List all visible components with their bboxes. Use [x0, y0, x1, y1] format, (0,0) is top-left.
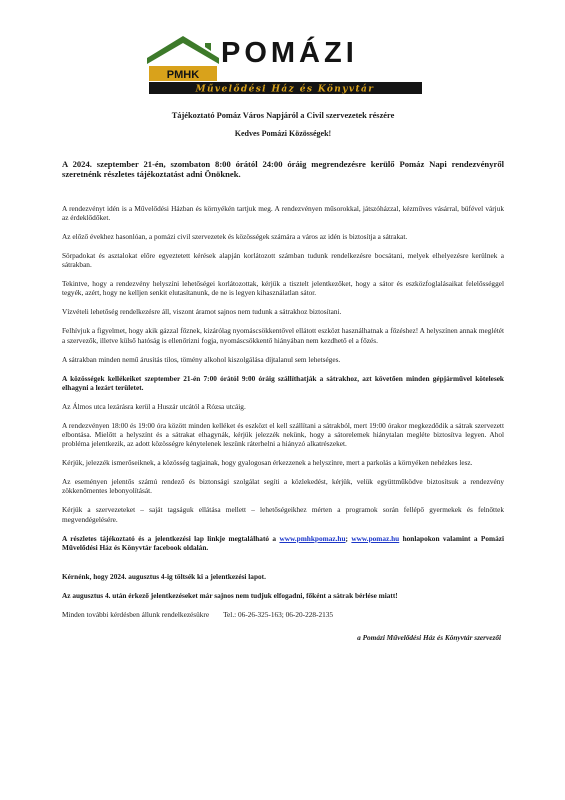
links-text-after: honlapokon valamint a Pomázi Művelődési Ház és Könyvtár facebook oldalán. — [62, 533, 504, 552]
paragraph-tents: Az előző évekhez hasonlóan, a pomázi civil szervezetek és közösségek számára a város az idén is biztosítja a sátrakat. — [62, 232, 408, 242]
paragraph-links — [62, 534, 504, 552]
document-body — [62, 111, 504, 642]
deadline-notice: Kérnénk, hogy 2024. augusztus 4-ig töltsék ki a jelentkezési lapot. — [62, 572, 266, 582]
signature: a Pomázi Művelődési Ház és Könyvtár szervezői — [357, 633, 501, 643]
late-notice: Az augusztus 4. után érkező jelentkezéseket már sajnos nem tudjuk elfogadni, főként a sátrak bérlése miatt! — [62, 591, 398, 601]
logo-subtitle: Művelődési Ház és Könyvtár — [195, 84, 375, 94]
contact-text: Minden további kérdésben állunk rendelkezésükre — [62, 610, 210, 620]
paragraph-security: Az eseményen jelentős számú rendező és biztonsági szolgálat segíti a közlekedést, kérjük, velük együttműködve biztosítsuk a rendezvény zökkenőmentes lebonyolítását. — [62, 477, 504, 496]
link-pomaz[interactable]: www.pomaz.hu — [351, 533, 400, 543]
paragraph-booking: Tekintve, hogy a rendezvény helyszíni lehetőségei korlátozottak, kérjük a tisztelt jelentkezőket, hogy a sátor és eszközfoglalásaikat felelősséggel tegyék, azért, hogy ne kelljen senkit elutasítanunk, de ne is legyen kihasználatlan sátor. — [62, 279, 504, 298]
paragraph-parking: Kérjük, jelezzék ismerőseiknek, a közösség tagjainak, hogy gyalogosan érkezzenek a helyszínre, mert a parkolás a környéken nehézkes lesz. — [62, 458, 473, 468]
paragraph-teardown: A rendezvényen 18:00 és 19:00 óra között minden kelléket és eszközt el kell szállítani a sátrakból, mert 19:00 órakor megkezdődik a sátrak szervezett elbontása. Mielőtt a helyszínt és a sátrakat elhagynák, kérjük jelezzék nekünk, hogy a sátorelemek hiánytalan megléte biztosítva legyen. Ahol probléma jelentkezik, az adott közösségre kénytelenek leszünk ráterhelni a hiányzó alkatrészeket. — [62, 420, 504, 449]
roof-icon — [147, 36, 219, 64]
contact-phone: Tel.: 06-26-325-163; 06-20-228-2135 — [223, 610, 334, 620]
document-title: Tájékoztató Pomáz Város Napjáról a Civil szervezetek részére — [171, 111, 395, 120]
greeting: Kedves Pomázi Közösségek! — [234, 129, 332, 138]
logo-name: POMÁZI — [221, 37, 358, 69]
paragraph-hospitality: Kérjük a szervezeteket – saját tagságuk ellátása mellett – lehetőségeikhez mérten a programok során fellépő gyermekek és felnőttek megvendégelésére. — [62, 505, 504, 524]
paragraph-furniture: Sörpadokat és asztalokat előre egyeztetett kérések alapján korlátozott számban tudunk rendelkezésre bocsátani, melyek elhelyezésre kerülnek a sátrakban. — [62, 251, 504, 270]
chimney-icon — [205, 43, 211, 51]
paragraph-gas: Felhívjuk a figyelmet, hogy akik gázzal főznek, kizárólag nyomáscsökkentővel ellátott eszközt használhatnak a főzéshez! A helyszínen annak meglétét a szervezők, illetve külső hatóság is ellenőrizni fogja, nyomáscsökkentő hiányában nem kezdhető el a főzés. — [62, 326, 504, 345]
paragraph-road-closure: Az Álmos utca lezárásra kerül a Huszár utcától a Rózsa utcáig. — [62, 401, 246, 411]
links-text-before: A részletes tájékoztató és a jelentkezési lap linkje megtalálható a — [62, 533, 280, 543]
lead-paragraph: A 2024. szeptember 21-én, szombaton 8:00 órától 24:00 óráig megrendezésre kerülő Pomáz Napi rendezvényről szeretnénk részletes tájékoztatást adni Önöknek. — [62, 159, 504, 180]
logo-graphic — [147, 34, 422, 94]
links-separator: ; — [345, 533, 352, 543]
paragraph-venue: A rendezvényt idén is a Művelődési Házban és környékén tartjuk meg. A rendezvényen műsorokkal, játszóházzal, kézműves vásárral, büfével várjuk az érdeklődőket. — [62, 203, 504, 223]
paragraph-delivery: A közösségek kellékeiket szeptember 21-én 7:00 órától 9:00 óráig szállíthatják a sátrakhoz, azt követően minden gépjárművel kötelesek elhagyni a lezárt területet. — [62, 373, 504, 392]
contact-line — [62, 610, 504, 619]
badge-text: PMHK — [166, 69, 200, 81]
paragraph-water: Vízvételi lehetőség rendelkezésre áll, viszont áramot sajnos nem tudunk a sátrakhoz biztosítani. — [62, 307, 342, 317]
pmhk-logo — [147, 34, 422, 94]
paragraph-sales: A sátrakban minden nemű árusítás tilos, tömény alkohol kiszolgálása díjtalanul sem lehetséges. — [62, 354, 341, 364]
link-pmhkpomaz[interactable]: www.pmhkpomaz.hu — [279, 533, 346, 543]
